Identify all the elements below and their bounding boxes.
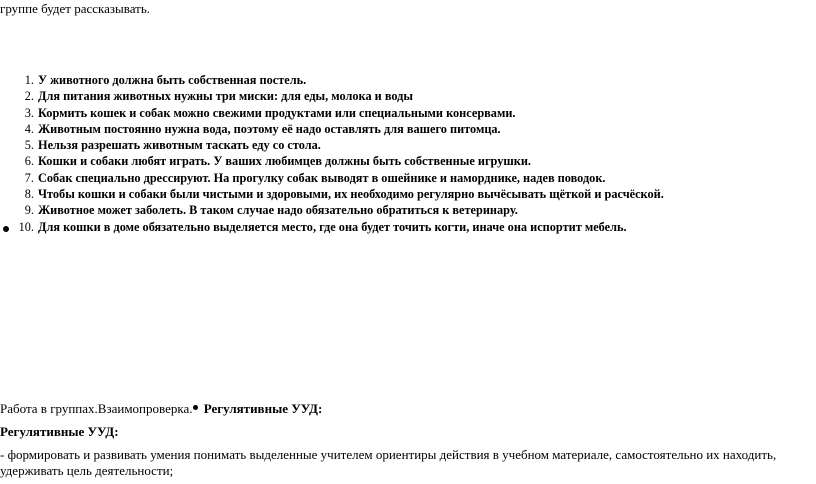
list-item-number: 4. bbox=[24, 121, 34, 136]
group-work-label: Регулятивные УУД: bbox=[203, 401, 323, 416]
list-item-number: 2. bbox=[24, 89, 34, 104]
list-item-number: 1. bbox=[24, 73, 34, 87]
list-item-text: Кошки и собаки любят играть. У ваших любимцев должны быть собственные игрушки. bbox=[38, 154, 531, 169]
group-work-line bbox=[0, 401, 322, 417]
list-item-number: 9. bbox=[24, 203, 34, 218]
regulative-heading: Регулятивные УУД: bbox=[0, 424, 119, 439]
list-item-text: Для кошки в доме обязательно выделяется место, где она будет точить когти, иначе она испортит мебель. bbox=[38, 219, 627, 234]
list-item-text: У животного должна быть собственная постель. bbox=[38, 73, 307, 87]
intro-fragment: группе будет рассказывать. bbox=[0, 1, 151, 16]
list-item-text: Животным постоянно нужна вода, поэтому её надо оставлять для вашего питомца. bbox=[38, 121, 501, 136]
list-item-text: Для питания животных нужны три миски: для еды, молока и воды bbox=[38, 89, 413, 104]
group-work-text: Работа в группах.Взаимопроверка. bbox=[0, 401, 193, 416]
list-item-text: Животное может заболеть. В таком случае надо обязательно обратиться к ветеринару. bbox=[38, 203, 518, 218]
list-item-text: Кормить кошек и собак можно свежими продуктами или специальными консервами. bbox=[38, 105, 516, 120]
list-item-text: Чтобы кошки и собаки были чистыми и здоровыми, их необходимо регулярно вычёсывать щёткой и расчёской. bbox=[38, 187, 664, 202]
list-item-number: 5. bbox=[24, 138, 34, 153]
list-item-number: 7. bbox=[24, 170, 34, 185]
list-item-number: 6. bbox=[24, 154, 34, 169]
list-item-number: 8. bbox=[24, 187, 34, 202]
list-item-number: 10. bbox=[18, 219, 34, 234]
regulative-text: - формировать и развивать умения понимать выделенные учителем ориентиры действия в учебном материале, самостоятельно их находить, удерживать цель деятельности; bbox=[0, 447, 777, 478]
bullet-icon bbox=[193, 405, 198, 410]
list-item-text: Нельзя разрешать животным таскать еду со стола. bbox=[38, 138, 321, 153]
list-item-number: 3. bbox=[24, 105, 34, 120]
list-item-text: Собак специально дрессируют. На прогулку собак выводят в ошейнике и наморднике, надев поводок. bbox=[38, 170, 606, 185]
bullet-icon bbox=[3, 226, 9, 232]
